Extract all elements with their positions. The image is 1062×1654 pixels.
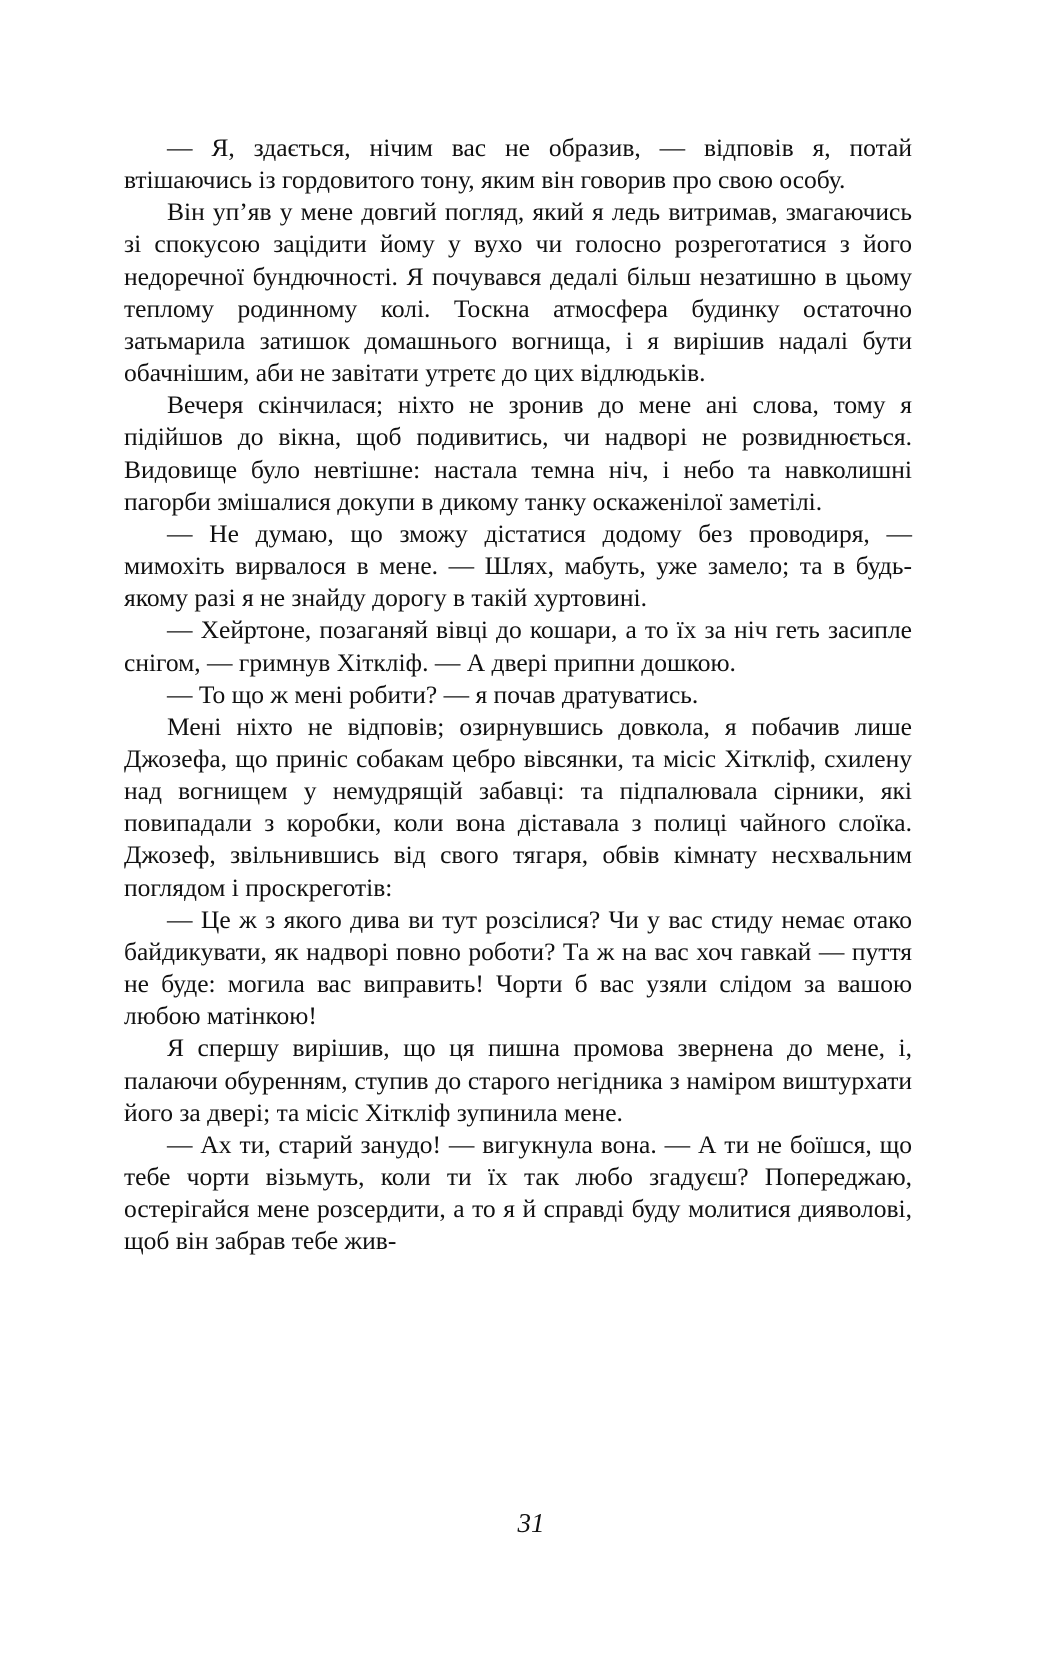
paragraph-10: — Ах ти, старий занудо! — вигукнула вона. — А ти не боїшся, що тебе чорти візьмуть, коли ти їх так любо згадуєш? Попереджаю, остерігайся мене розсердити, а то я й справді буду молитися дияволові, щоб він забрав тебе жив- bbox=[124, 1129, 912, 1256]
paragraph-5: — Хейртоне, позаганяй вівці до кошари, а то їх за ніч геть засипле снігом, — гримнув Хіткліф. — А двері припни дошкою. bbox=[124, 615, 912, 677]
paragraph-2: Він уп’яв у мене довгий погляд, який я ледь витримав, змагаючись зі спокусою зацідити йому у вухо чи голосно розреготатися з його недоречної бундючності. Я почувався дедалі більш незатишно в цьому теплому родинному колі. Тоскна атмосфера будинку остаточно затьмарила затишок домашнього вогнища, і я вирішив надалі бути обачнішим, аби не завітати утретє до цих відлюдьків. bbox=[124, 197, 912, 388]
paragraph-4: — Не думаю, що зможу дістатися додому без проводиря, — мимохіть вирвалося в мене. — Шлях, мабуть, уже замело; та в будь-якому разі я не знайду дорогу в такій хуртовині. bbox=[124, 518, 912, 613]
paragraph-7: Мені ніхто не відповів; озирнувшись довкола, я побачив лише Джозефа, що приніс собакам цебро вівсянки, та місіс Хіткліф, схилену над вогнищем у немудрящій забавці: та підпалювала сірники, які повипадали з коробки, коли вона діставала з полиці чайного слоїка. Джозеф, звільнившись від свого тягаря, обвів кімнату несхвальним поглядом і проскреготів: bbox=[124, 711, 912, 902]
body-text bbox=[124, 132, 912, 1257]
paragraph-6: — То що ж мені робити? — я почав дратуватись. bbox=[167, 679, 699, 709]
page-number: 31 bbox=[517, 1508, 545, 1538]
paragraph-3: Вечеря скінчилася; ніхто не зронив до мене ані слова, тому я підійшов до вікна, щоб подивитись, чи надворі не розвиднюється. Видовище було невтішне: настала темна ніч, і небо та навколишні пагорби змішалися докупи в дикому танку оскаженілої заметілі. bbox=[124, 390, 912, 516]
paragraph-1: — Я, здається, нічим вас не образив, — відповів я, потай втішаючись із гордовитого тону, яким він говорив про свою особу. bbox=[124, 133, 912, 195]
paragraph-8: — Це ж з якого дива ви тут розсілися? Чи у вас стиду немає отако байдикувати, як надворі повно роботи? Та ж на вас хоч гавкай — пуття не буде: могила вас виправить! Чорти б вас узяли слідом за вашою любою матінкою! bbox=[124, 904, 912, 1031]
paragraph-9: Я спершу вирішив, що ця пишна промова звернена до мене, і, палаючи обуренням, ступив до старого негідника з наміром виштурхати його за двері; та місіс Хіткліф зупинила мене. bbox=[124, 1033, 912, 1127]
